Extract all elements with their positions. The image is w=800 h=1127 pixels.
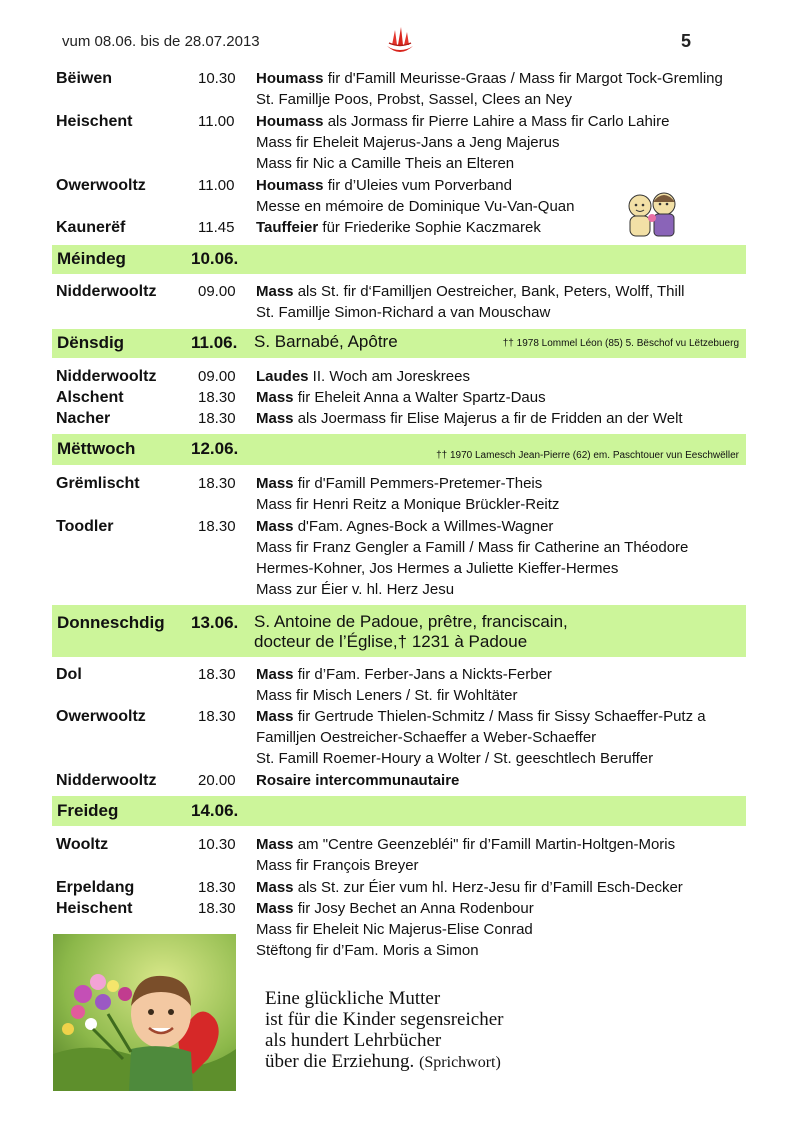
- service-text: als St. fir d‘Familljen Oestreicher, Bank, Peters, Wolff, Thill: [293, 283, 685, 300]
- day-date: 14.06.: [191, 801, 239, 820]
- service-text: Mass zur Éier v. hl. Herz Jesu: [256, 581, 455, 598]
- child-with-flowers-photo: [53, 934, 236, 1091]
- parish-logo-icon: [383, 24, 417, 56]
- day-band-wednesday: [52, 434, 746, 465]
- time: 18.30: [198, 900, 236, 917]
- feast-title-continued: docteur de l’Église,† 1231 à Padoue: [254, 632, 528, 651]
- service-text: Mass fir Eheleit Nic Majerus-Elise Conrad: [256, 921, 533, 938]
- quote-line: ist für die Kinder segensreicher: [265, 1009, 504, 1030]
- service-type: Mass: [256, 708, 294, 725]
- service-text: Familljen Oestreicher-Schaeffer a Weber-Schaeffer: [256, 729, 597, 746]
- time: 18.30: [198, 389, 236, 406]
- location: Nidderwooltz: [56, 368, 157, 385]
- location: Wooltz: [56, 836, 109, 853]
- time: 11.00: [198, 177, 235, 194]
- quote-line: Eine glückliche Mutter: [265, 988, 441, 1009]
- service-type: Mass: [256, 389, 294, 406]
- children-illustration-icon: [622, 190, 682, 240]
- location: Nidderwooltz: [56, 772, 157, 789]
- day-name: Mëttwoch: [57, 439, 136, 458]
- feast-title: S. Antoine de Padoue, prêtre, franciscain,: [254, 612, 568, 631]
- location: Nidderwooltz: [56, 283, 157, 300]
- location: Owerwooltz: [56, 177, 146, 194]
- page-number: 5: [681, 31, 692, 51]
- feast-title: S. Barnabé, Apôtre: [254, 332, 398, 351]
- service-text: II. Woch am Joreskrees: [308, 368, 470, 385]
- day-band-thursday: [52, 605, 746, 657]
- service-text: Hermes-Kohner, Jos Hermes a Juliette Kieffer-Hermes: [256, 560, 619, 577]
- service-text: Messe en mémoire de Dominique Vu-Van-Quan: [256, 198, 575, 215]
- proverb-quote: [265, 988, 503, 1073]
- day-band-tuesday: [52, 329, 746, 358]
- service-text: Mass fir Eheleit Majerus-Jans a Jeng Majerus: [256, 134, 560, 151]
- location: Owerwooltz: [56, 708, 146, 725]
- service-text: St. Famill Roemer-Houry a Wolter / St. geeschtlech Beruffer: [256, 750, 654, 767]
- service-text: Mass fir Nic a Camille Theis an Elteren: [256, 155, 515, 172]
- service-text: Stëftong fir d’Fam. Moris a Simon: [256, 942, 479, 959]
- location: Heischent: [56, 113, 133, 130]
- time: 10.30: [198, 70, 236, 87]
- time: 11.00: [198, 113, 235, 130]
- service-text: fir Gertrude Thielen-Schmitz / Mass fir Sissy Schaeffer-Putz a: [293, 708, 706, 725]
- service-type: Mass: [256, 410, 294, 427]
- service-text: am "Centre Geenzebléi" fir d’Famill Martin-Holtgen-Moris: [293, 836, 676, 853]
- location: Nacher: [56, 410, 111, 427]
- service-text: Mass fir Franz Gengler a Famill / Mass fir Catherine an Théodore: [256, 539, 689, 556]
- day-date: 13.06.: [191, 613, 239, 632]
- service-type: Rosaire intercommunautaire: [256, 772, 460, 789]
- day-name: Dënsdig: [57, 333, 125, 352]
- location: Bëiwen: [56, 70, 113, 87]
- header-date-range: vum 08.06. bis de 28.07.2013: [62, 33, 260, 50]
- time: 09.00: [198, 368, 236, 385]
- service-text: als St. zur Éier vum hl. Herz-Jesu fir d’Famill Esch-Decker: [293, 879, 683, 896]
- location: Grëmlischt: [56, 475, 140, 492]
- time: 20.00: [198, 772, 236, 789]
- day-date: 10.06.: [191, 249, 239, 268]
- time: 18.30: [198, 518, 236, 535]
- service-type: Mass: [256, 666, 294, 683]
- memorial-note: †† 1970 Lamesch Jean-Pierre (62) em. Paschtouer vun Eeschwëller: [436, 450, 739, 461]
- service-text: fir Eheleit Anna a Walter Spartz-Daus: [293, 389, 546, 406]
- day-band-friday: [52, 796, 746, 826]
- day-date: 11.06.: [191, 333, 238, 352]
- time: 10.30: [198, 836, 236, 853]
- service-type: Laudes: [256, 368, 309, 385]
- time: 18.30: [198, 666, 236, 683]
- service-type: Houmass: [256, 113, 324, 130]
- service-text: d'Fam. Agnes-Bock a Willmes-Wagner: [293, 518, 554, 535]
- service-type: Mass: [256, 283, 294, 300]
- service-text: Mass fir Henri Reitz a Monique Brückler-Reitz: [256, 496, 560, 513]
- service-text: St. Famillje Simon-Richard a van Mouschaw: [256, 304, 551, 321]
- day-name: Freideg: [57, 801, 119, 820]
- service-type: Houmass: [256, 70, 324, 87]
- service-type: Mass: [256, 836, 294, 853]
- location: Alschent: [56, 389, 124, 406]
- service-text: für Friederike Sophie Kaczmarek: [318, 219, 541, 236]
- quote-line: über die Erziehung.: [265, 1051, 415, 1072]
- location: Dol: [56, 666, 82, 683]
- service-type: Mass: [256, 518, 294, 535]
- quote-line: als hundert Lehrbücher: [265, 1030, 442, 1051]
- time: 11.45: [198, 219, 235, 236]
- time: 09.00: [198, 283, 236, 300]
- service-text: Mass fir Misch Leners / St. fir Wohltäter: [256, 687, 518, 704]
- service-type: Tauffeier: [256, 219, 319, 236]
- time: 18.30: [198, 879, 236, 896]
- day-name: Méindeg: [57, 249, 126, 268]
- service-type: Mass: [256, 879, 294, 896]
- location: Toodler: [56, 518, 114, 535]
- service-text: als Jormass fir Pierre Lahire a Mass fir Carlo Lahire: [323, 113, 670, 130]
- service-text: als Joermass fir Elise Majerus a fir de Fridden an der Welt: [293, 410, 683, 427]
- service-type: Houmass: [256, 177, 324, 194]
- service-text: fir d'Famill Meurisse-Graas / Mass fir Margot Tock-Gremling: [323, 70, 723, 87]
- day-band-monday: [52, 245, 746, 274]
- service-text: Mass fir François Breyer: [256, 857, 419, 874]
- location: Erpeldang: [56, 879, 135, 896]
- service-text: St. Famillje Poos, Probst, Sassel, Clees an Ney: [256, 91, 572, 108]
- service-type: Mass: [256, 900, 294, 917]
- memorial-note: †† 1978 Lommel Léon (85) 5. Bëschof vu Lëtzebuerg: [502, 338, 739, 349]
- day-date: 12.06.: [191, 439, 239, 458]
- time: 18.30: [198, 410, 236, 427]
- service-text: fir d’Uleies vum Porverband: [323, 177, 512, 194]
- time: 18.30: [198, 475, 236, 492]
- location: Kaunerëf: [56, 219, 126, 236]
- location: Heischent: [56, 900, 133, 917]
- service-text: fir d'Famill Pemmers-Pretemer-Theis: [293, 475, 543, 492]
- service-text: fir Josy Bechet an Anna Rodenbour: [293, 900, 534, 917]
- service-text: fir d’Fam. Ferber-Jans a Nickts-Ferber: [293, 666, 552, 683]
- time: 18.30: [198, 708, 236, 725]
- day-name: Donneschdig: [57, 613, 165, 632]
- quote-source: (Sprichwort): [419, 1054, 501, 1071]
- service-type: Mass: [256, 475, 294, 492]
